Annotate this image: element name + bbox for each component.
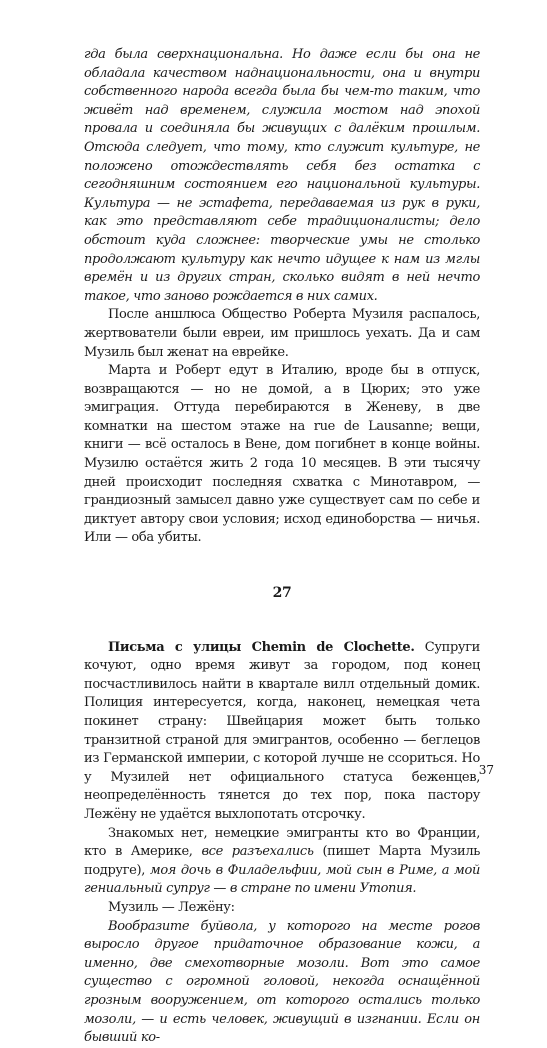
paragraph-acquaintances-text-a: Знакомых нет, немецкие эмигранты кто во Франции, кто в Америке, [84,825,480,860]
paragraph-acquaintances-quote-b: моя дочь в Филадельфии, мой сын в Риме, а мой гениальный супруг — в стране по имени Утопия. [84,862,480,897]
paragraph-letters [84,639,480,825]
paragraph-buffalo-quote: Вообразите буйвола, у которого на месте рогов выросло другое придаточное образование кожи, а именно, две смехотворные мозоли. Вот это самое существо с огромной головой, некогда оснащённой грозным вооружением, от которого остались только мозоли, — и есть человек, живущий в изгнании. Если он бывший ко- [84,918,480,1046]
paragraph-emigration: Марта и Роберт едут в Италию, вроде бы в отпуск, возвращаются — но не домой, а в Цюрих; это уже эмиграция. Оттуда перебираются в Женеву, в две комнатки на шестом этаже на rue de Lausanne; вещи, книги — всё осталось в Вене, дом погибнет в конце войны. Музилю остаётся жить 2 года 10 месяцев. В эти тысячу дней происходит последняя схватка с Минотавром, — грандиозный замысел давно уже существует сам по себе и диктует автору свои условия; исход единоборства — ничья. Или — оба убиты. [84,363,480,546]
paragraph-acquaintances-text-b: (пишет Марта Музиль подруге), [84,844,480,878]
paragraph-anschluss: После аншлюса Общество Роберта Музиля распалось, жертвователи были евреи, им пришлось уехать. Да и сам Музиль был женат на еврейке. [84,307,480,360]
page-number: 37 [478,763,494,777]
page-body [84,46,480,1048]
paragraph-musil-to-lejeune: Музиль — Лежёну: [108,899,235,915]
paragraph-acquaintances [84,825,480,899]
chapter-number: 27 [272,585,292,602]
intro-quote-paragraph: гда была сверхнациональна. Но даже если бы она не обладала качеством наднациональности, она и внутри собственного народа всегда была бы чем-то таким, что живёт над временем, служила мостом над эпохой провала и соединяла бы живущих с далёким прошлым. Отсюда следует, что тому, кто служит культуре, не положено отождествлять себя без остатка с сегодняшним состоянием его национальной культуры. Культура — не эстафета, передаваемая из рук в руки, как это представляют себе традиционалисты; дело обстоит куда сложнее: творческие умы не столько продолжают культуру как нечто идущее к нам из мглы времён и из других стран, сколько видят в ней нечто такое, что заново рождается в них самих. [84,47,480,304]
paragraph-acquaintances-quote-a: все разъехались [201,844,314,860]
paragraph-letters-text: Супруги кочуют, одно время живут за городом, под конец посчастливилось найти в квартале вилл отдельный домик. Полиция интересуется, когда, наконец, немецкая чета покинет страну: Швейцария может быть только транзитной страной для эмигрантов, особенно — беглецов из Германской империи, с которой лучше не ссориться. Но у Музилей нет официального статуса беженцев, неопределённость тянется до тех пор, пока пастору Лежёну не удаётся выхлопотать отсрочку. [84,639,480,822]
section-heading: Письма с улицы Chemin de Clochette. [108,639,415,655]
